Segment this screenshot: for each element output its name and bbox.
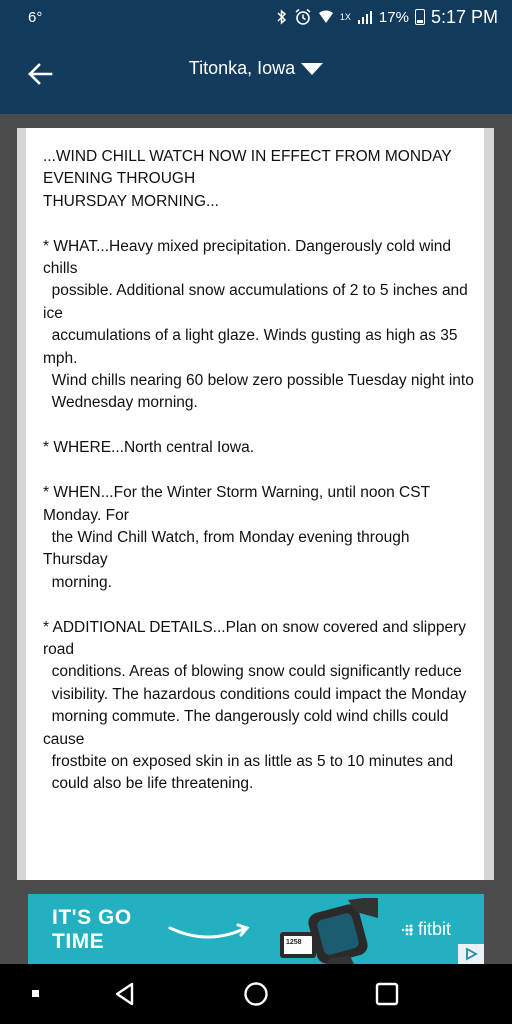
- status-bar: [0, 0, 512, 34]
- ad-brand: [400, 919, 451, 940]
- smile-arrow-icon: [168, 922, 252, 944]
- alarm-icon: [294, 8, 312, 26]
- battery-percent: 17%: [378, 8, 409, 26]
- ad-headline: IT'S GO TIME: [52, 906, 132, 953]
- nav-indicator-dot: [32, 990, 39, 997]
- status-right: [276, 7, 498, 28]
- location-selector[interactable]: [0, 58, 512, 79]
- ad-banner[interactable]: [28, 894, 484, 964]
- alert-text: ...WIND CHILL WATCH NOW IN EFFECT FROM MONDAY EVENING THROUGH THURSDAY MORNING... * WHAT...Heavy mixed precipitation. Dangerously cold wind chills possible. Additional snow accumulations of 2 to 5 inches and ice accumulations of a light glaze. Winds gusting as high as 35 mph. Wind chills nearing 60 below zero possible Tuesday night into Wednesday morning. * WHERE...North central Iowa. * WHEN...For the Winter Storm Warning, until noon CST Monday. For the Wind Chill Watch, from Monday evening through Thursday morning. * ADDITIONAL DETAILS...Plan on snow covered and slippery road conditions. Areas of blowing snow could significantly reduce visibility. The hazardous conditions could impact the Monday morning commute. The dangerously cold wind chills could cause frostbite on exposed skin in as little as 5 to 10 minutes and could also be life threatening.: [26, 128, 484, 880]
- network-type-label: 1X: [339, 12, 351, 22]
- watch-display-readout: 1258: [286, 939, 302, 946]
- system-nav-bar: [0, 964, 512, 1024]
- ad-choices-icon: [464, 947, 478, 961]
- ad-area: [0, 880, 512, 964]
- nav-back-icon[interactable]: [112, 981, 138, 1007]
- nav-home-icon[interactable]: [243, 981, 269, 1007]
- bluetooth-icon: [276, 8, 288, 26]
- content-area: [0, 114, 512, 880]
- alert-panel: [17, 128, 494, 880]
- battery-icon: [415, 9, 425, 25]
- location-title: Titonka, Iowa: [188, 58, 296, 78]
- app-bar: [0, 34, 512, 114]
- status-left: [28, 9, 42, 26]
- signal-icon: [357, 8, 373, 26]
- nav-recent-apps-icon[interactable]: [375, 982, 399, 1006]
- ad-brand-name: fitbit: [418, 919, 452, 939]
- caret-down-icon: [301, 63, 323, 75]
- smartwatch-image: [278, 898, 388, 964]
- clock-time: 5:17 PM: [430, 6, 498, 27]
- wifi-icon: [318, 8, 334, 26]
- temperature-readout: 6°: [28, 8, 43, 26]
- fitbit-logo-icon: [400, 923, 414, 937]
- ad-choices-button[interactable]: [458, 944, 484, 964]
